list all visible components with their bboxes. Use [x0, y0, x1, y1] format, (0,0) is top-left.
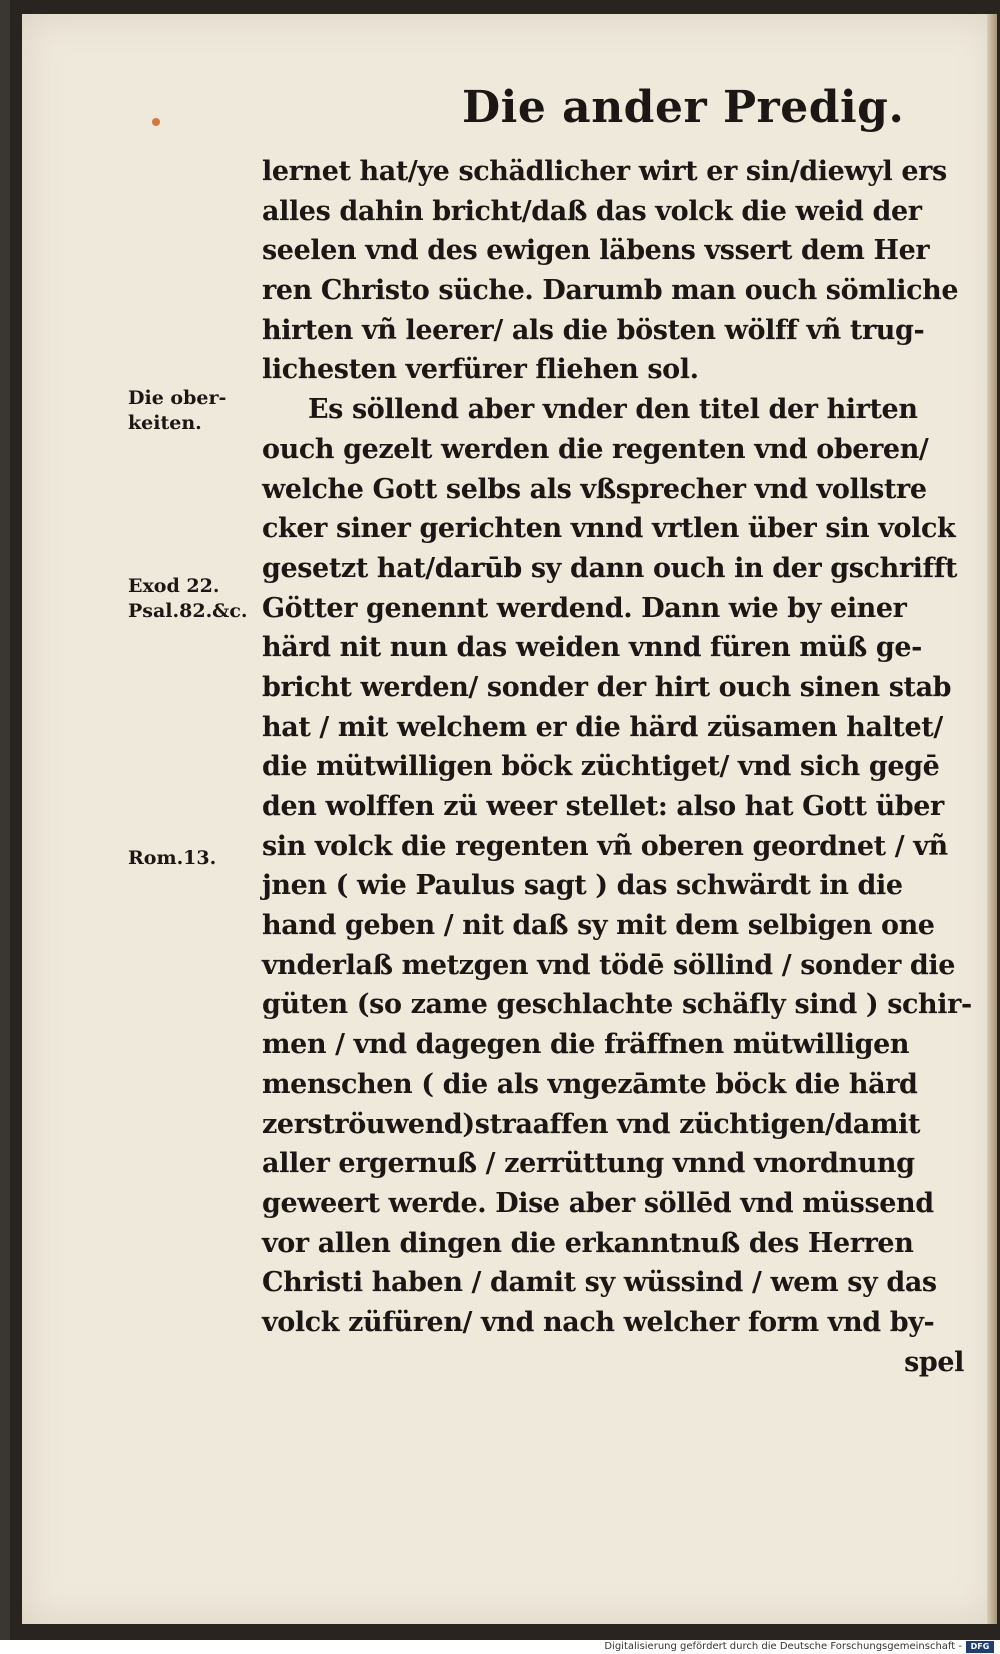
- digitization-footer: [0, 1640, 1000, 1654]
- text-line: volck züfüren/ vnd nach welcher form vnd by-: [262, 1306, 935, 1338]
- text-line: Es söllend aber vnder den titel der hirten: [308, 394, 918, 426]
- text-line: härd nit nun das weiden vnnd füren müß ge-: [262, 632, 922, 664]
- text-line: lernet hat/ye schädlicher wirt er sin/diewyl ers: [262, 156, 947, 187]
- margin-note-rom: [128, 846, 216, 871]
- text-line: hat / mit welchem er die härd züsamen haltet/: [262, 711, 943, 743]
- body-text: [262, 152, 984, 1382]
- text-line: lichesten verfürer fliehen sol.: [262, 354, 699, 386]
- text-line: hand geben / nit daß sy mit dem selbigen one: [262, 910, 935, 942]
- text-line: sin volck die regenten vñ oberen geordnet / vñ: [262, 830, 948, 862]
- margin-note-line: Die ober-: [128, 387, 227, 409]
- margin-note-line: Rom.13.: [128, 847, 217, 869]
- text-line: jnen ( wie Paulus sagt ) das schwärdt in die: [262, 870, 903, 902]
- catchword: spel: [904, 1346, 964, 1378]
- text-line: ouch gezelt werden die regenten vnd oberen/: [262, 433, 929, 465]
- margin-note-line: Psal.82.&c.: [128, 600, 248, 622]
- margin-note-exod: [128, 574, 248, 624]
- text-line: hirten vñ leerer/ als die bösten wölff vñ trug-: [262, 314, 925, 346]
- margin-note-line: keiten.: [128, 412, 202, 434]
- text-line: die mütwilligen böck züchtiget/ vnd sich gegē: [262, 751, 940, 783]
- text-line: Christi haben / damit sy wüssind / wem sy das: [262, 1267, 937, 1299]
- text-line: vor allen dingen die erkanntnuß des Herren: [262, 1227, 914, 1259]
- page-edge: [987, 14, 997, 1624]
- dfg-logo: DFG: [966, 1641, 994, 1653]
- ink-spot: [152, 118, 160, 126]
- text-line: güten (so zame geschlachte schäfly sind ) schir-: [262, 989, 972, 1021]
- text-line: geweert werde. Dise aber söllēd vnd müssend: [262, 1187, 934, 1219]
- text-line: gesetzt hat/darūb sy dann ouch in der gschrifft: [262, 552, 958, 584]
- margin-note-line: Exod 22.: [128, 575, 220, 597]
- text-line: alles dahin bricht/daß das volck die weid der: [262, 195, 922, 227]
- text-line: aller ergernuß / zerrüttung vnnd vnordnung: [262, 1148, 915, 1180]
- text-line: bricht werden/ sonder der hirt ouch sinen stab: [262, 671, 952, 703]
- text-line: den wolffen zü weer stellet: also hat Gott über: [262, 791, 944, 822]
- text-line: cker siner gerichten vnnd vrtlen über sin volck: [262, 513, 956, 545]
- text-line: welche Gott selbs als vßsprecher vnd vollstre: [262, 473, 927, 505]
- text-line: seelen vnd des ewigen läbens vssert dem Her: [262, 235, 930, 267]
- margin-note-oberkeiten: [128, 386, 226, 436]
- text-line: Götter genennt werdend. Dann wie by einer: [262, 592, 907, 624]
- running-header: Die ander Predig.: [462, 82, 905, 133]
- text-line: men / vnd dagegen die fräffnen mütwilligen: [262, 1029, 910, 1061]
- text-line: vnderlaß metzgen vnd tödē söllind / sonder die: [262, 949, 956, 981]
- text-line: zerströuwend)straaffen vnd züchtigen/damit: [262, 1108, 921, 1140]
- footer-credit: Digitalisierung gefördert durch die Deutsche Forschungsgemeinschaft -: [604, 1641, 962, 1652]
- text-line: menschen ( die als vngezāmte böck die härd: [262, 1068, 918, 1100]
- text-line: ren Christo süche. Darumb man ouch sömliche: [262, 275, 959, 307]
